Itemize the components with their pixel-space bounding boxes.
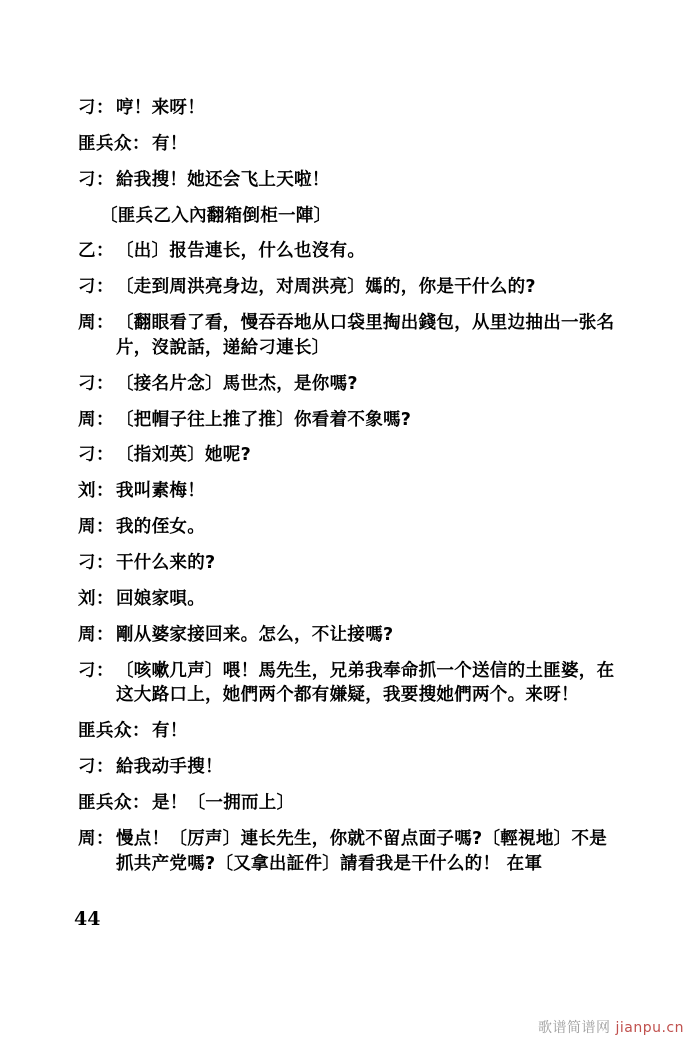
dialogue-line (78, 659, 618, 709)
dialogue-line (78, 515, 618, 540)
speech-text: 〔接名片念〕馬世杰，是你嗎? (116, 373, 358, 394)
dialogue-line (78, 479, 618, 504)
speaker-label: 刁： (78, 445, 114, 466)
speaker-label: 周： (78, 624, 114, 645)
script-body (78, 96, 618, 887)
speech-text: 〔咳嗽几声〕喂！馬先生，兄弟我奉命抓一个送信的土匪婆，在这大路口上，她們两个都有嫌疑，我要搜她們两个。来呀！ (116, 660, 615, 706)
dialogue-line (78, 587, 618, 612)
speech-text: 給我搜！她还会飞上天啦！ (116, 169, 330, 190)
dialogue-line (78, 372, 618, 397)
speaker-label: 刁： (78, 169, 114, 190)
speech-text: 干什么来的? (116, 552, 216, 573)
dialogue-line (78, 719, 618, 744)
page-number: 44 (74, 908, 101, 930)
speech-text: 我的侄女。 (116, 517, 205, 538)
stage-direction-text: 〔匪兵乙入內翻箱倒柜一陣〕 (100, 205, 332, 226)
speaker-label: 匪兵众： (78, 721, 150, 742)
dialogue-line (78, 96, 618, 121)
speaker-label: 刘： (78, 588, 114, 609)
watermark-url: jianpu.cn (615, 1020, 684, 1036)
dialogue-line (78, 623, 618, 648)
speech-text: 是！〔一拥而上〕 (152, 792, 295, 813)
speech-text: 〔指刘英〕她呢? (116, 445, 252, 466)
speaker-label: 刁： (78, 757, 114, 778)
speaker-label: 匪兵众： (78, 792, 150, 813)
speech-text: 剛从婆家接回来。怎么，不让接嗎? (116, 624, 394, 645)
watermark (538, 1017, 684, 1037)
watermark-text: 歌谱简谱网 (538, 1020, 616, 1036)
speech-text: 〔出〕报告連长，什么也沒有。 (116, 241, 366, 262)
speech-text: 有！ (152, 133, 188, 154)
dialogue-line (78, 551, 618, 576)
dialogue-line (78, 443, 618, 468)
speaker-label: 周： (78, 313, 114, 334)
dialogue-line (78, 275, 618, 300)
dialogue-line (78, 755, 618, 780)
speech-text: 回娘家唄。 (116, 588, 205, 609)
dialogue-line (78, 239, 618, 264)
speaker-label: 匪兵众： (78, 133, 150, 154)
speech-text: 〔把帽子往上推了推〕你看着不象嗎? (116, 409, 412, 430)
speaker-label: 刁： (78, 660, 114, 681)
speaker-label: 刁： (78, 552, 114, 573)
speech-text: 給我动手搜！ (116, 757, 223, 778)
speech-text: 慢点！〔厉声〕連长先生，你就不留点面子嗎?〔輕視地〕不是抓共产党嗎?〔又拿出証件〕請看我是干什么的！ 在軍 (116, 828, 608, 874)
speaker-label: 周： (78, 828, 114, 849)
stage-direction-line (78, 204, 618, 229)
speaker-label: 周： (78, 517, 114, 538)
dialogue-line (78, 132, 618, 157)
speaker-label: 刁： (78, 373, 114, 394)
speaker-label: 刁： (78, 277, 114, 298)
speaker-label: 刁： (78, 98, 114, 118)
dialogue-line (78, 408, 618, 433)
dialogue-line (78, 168, 618, 193)
speech-text: 有！ (152, 721, 188, 742)
speech-text: 哼！来呀！ (116, 98, 205, 118)
speaker-label: 周： (78, 409, 114, 430)
speaker-label: 刘： (78, 481, 114, 502)
dialogue-line (78, 791, 618, 816)
speaker-label: 乙： (78, 241, 114, 262)
speech-text: 〔走到周洪亮身边，对周洪亮〕媽的，你是干什么的? (116, 277, 536, 298)
speech-text: 〔翻眼看了看，慢吞吞地从口袋里掏出錢包，从里边抽出一张名片，沒說話，递給刁連长〕 (116, 313, 615, 358)
dialogue-line (78, 827, 618, 877)
speech-text: 我叫素梅！ (116, 481, 205, 502)
dialogue-line (78, 311, 618, 361)
